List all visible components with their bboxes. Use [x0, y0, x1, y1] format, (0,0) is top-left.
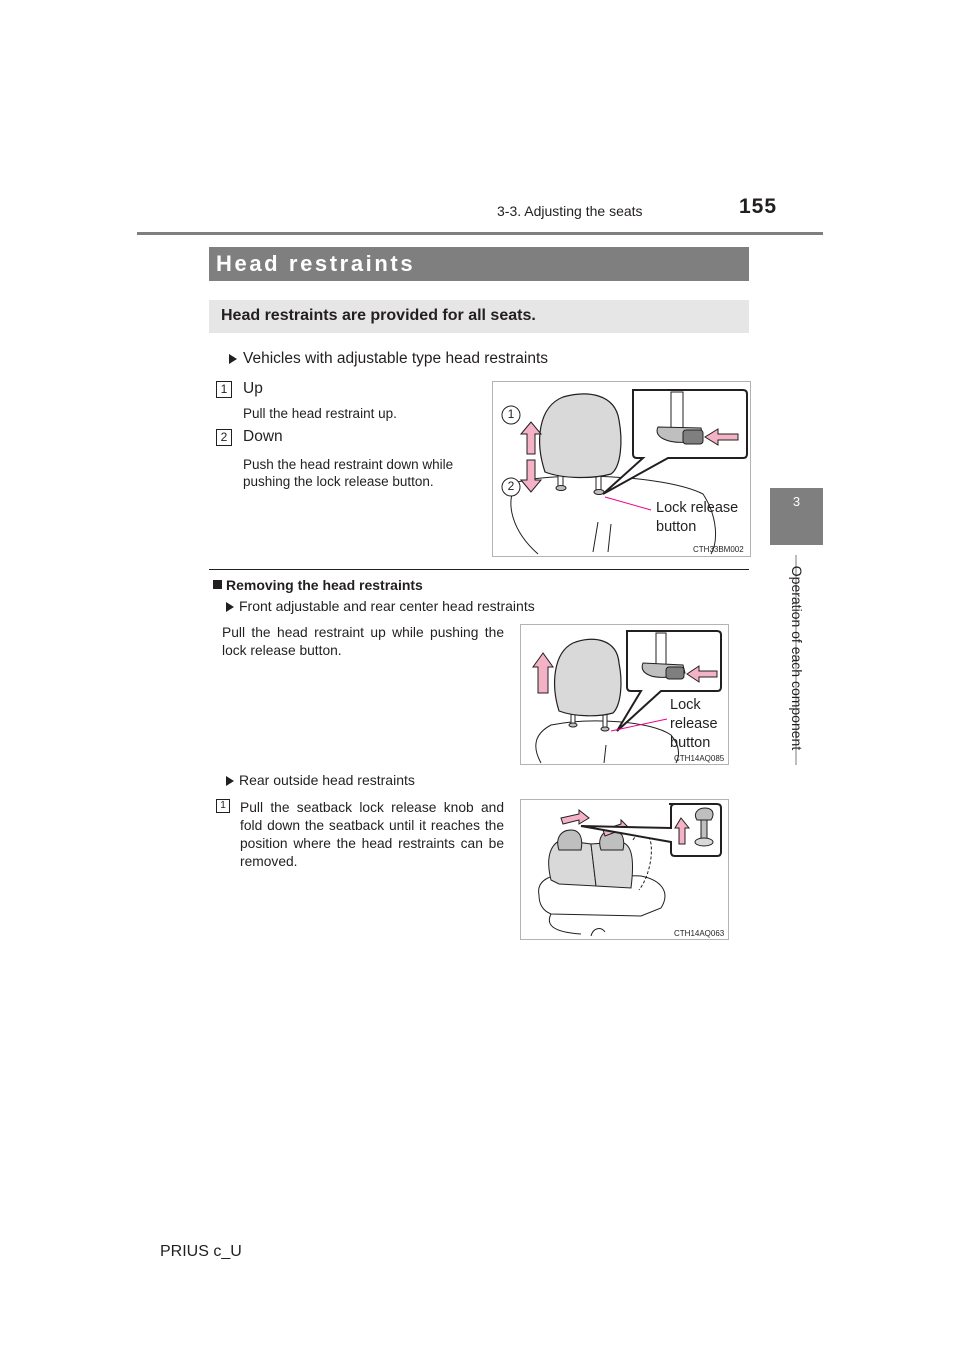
figure-code: CTH14AQ063: [674, 929, 725, 938]
step-title-down: Down: [243, 428, 283, 445]
section-divider: [209, 569, 749, 570]
adjustable-heading: Vehicles with adjustable type head restraints: [243, 350, 549, 367]
rear-instruction: Pull the seatback lock release knob and fold down the seatback until it reaches the position where the head restraints can be removed.: [240, 800, 504, 869]
front-head-restraint-figure: [520, 624, 729, 765]
step-text-down: Push the head restraint down while pushing the lock release button.: [243, 457, 454, 489]
triangle-bullet-icon: [229, 354, 237, 364]
header-rule: [137, 232, 823, 235]
step-title-up: Up: [243, 380, 263, 397]
head-restraint-adjust-figure: [492, 381, 751, 557]
removing-heading: Removing the head restraints: [226, 577, 423, 593]
header-section-title: 3-3. Adjusting the seats: [497, 203, 643, 219]
figure-callout-2: 2: [507, 479, 515, 493]
lock-release-label: Lock release button: [670, 697, 718, 751]
rear-heading: Rear outside head restraints: [239, 772, 415, 788]
rear-seat-illustration: [521, 800, 728, 939]
footer-model: PRIUS c_U: [160, 1243, 242, 1260]
front-heading: Front adjustable and rear center head restraints: [239, 598, 535, 614]
chapter-label: Operation of each component: [789, 565, 805, 751]
page-number: 155: [739, 195, 778, 218]
page-subtitle: Head restraints are provided for all seats.: [221, 307, 536, 324]
triangle-bullet-icon: [226, 776, 234, 786]
page-title: Head restraints: [216, 251, 416, 276]
step-text-up: Pull the head restraint up.: [243, 406, 397, 421]
lock-release-label: Lock release button: [656, 500, 739, 535]
step-number-badge: 2: [216, 429, 232, 446]
step-number-badge: 1: [216, 381, 232, 398]
rear-seat-figure: [520, 799, 729, 940]
step-number-badge: 1: [216, 799, 230, 813]
figure-code: CTH33BM002: [693, 545, 744, 554]
figure-callout-1: 1: [507, 407, 515, 421]
section-square-icon: [213, 580, 222, 589]
chapter-tab-number: 3: [792, 494, 801, 509]
triangle-bullet-icon: [226, 602, 234, 612]
figure-code: CTH14AQ085: [674, 754, 725, 763]
front-instruction: Pull the head restraint up while pushing the lock release button.: [222, 625, 504, 658]
